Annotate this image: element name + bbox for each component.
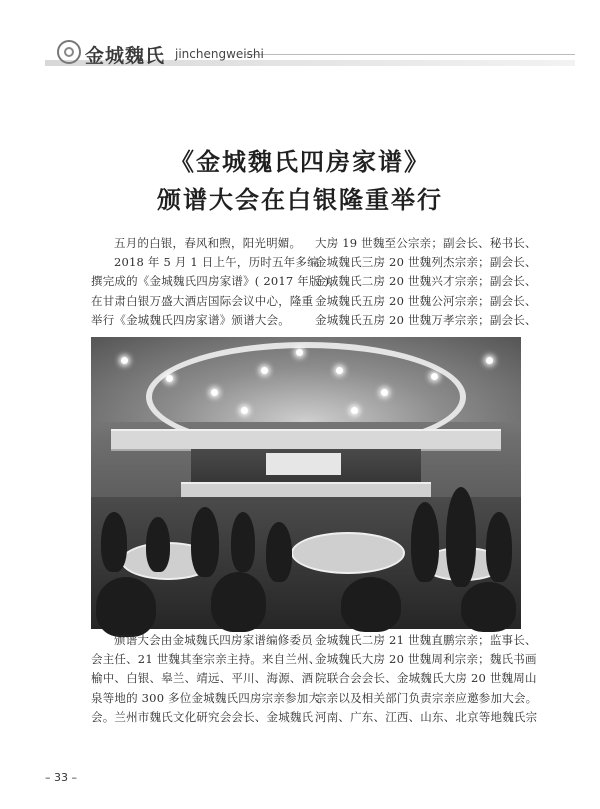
text-line: 金城魏氏三房 20 世魏列杰宗亲；副会长、 (315, 255, 537, 270)
ceiling-light (211, 389, 218, 396)
text-line: 院联合会会长、金城魏氏大房 20 世魏周山 (315, 671, 537, 686)
photo-person (266, 522, 292, 582)
paragraph-intro (91, 234, 341, 330)
ceiling-light (336, 367, 343, 374)
text-line: 金城魏氏大房 20 世魏周利宗亲；魏氏书画 (315, 652, 537, 667)
paragraph-guests-top (315, 234, 537, 330)
logo-seal-icon (57, 40, 81, 64)
text-line: 举行《金城魏氏四房家谱》颁谱大会。 (91, 312, 290, 327)
photo-person (191, 507, 219, 577)
ceiling-light (261, 367, 268, 374)
photo-person (411, 502, 439, 582)
text-line: 会主任、21 世魏其奎宗亲主持。来自兰州、 (91, 652, 321, 667)
text-line: 宗亲以及相关部门负责宗亲应邀参加大会。 (315, 690, 538, 705)
ceiling-light (241, 407, 248, 414)
photo-person (341, 577, 401, 632)
text-line: 榆中、白银、皋兰、靖远、平川、海源、酒 (91, 671, 314, 686)
header-title-cn: 金城魏氏 (85, 45, 166, 67)
event-photo (91, 337, 521, 629)
ceiling-light (431, 373, 438, 380)
text-line: 金城魏氏二房 21 世魏直鹏宗亲；监事长、 (315, 633, 537, 647)
text-line: 大房 19 世魏至公宗亲；副会长、秘书长、 (315, 236, 537, 250)
text-line: 金城魏氏二房 20 世魏兴才宗亲；副会长、 (315, 274, 537, 289)
text-line: 撰完成的《金城魏氏四房家谱》( 2017 年版 )， (91, 274, 341, 289)
text-line: 河南、广东、江西、山东、北京等地魏氏宗 (315, 709, 538, 724)
photo-screen (266, 453, 341, 475)
photo-person (211, 572, 266, 632)
header-rule (245, 54, 575, 55)
paragraph-host (91, 631, 321, 727)
ceiling-light (486, 357, 493, 364)
photo-person (446, 487, 476, 587)
ceiling-light (381, 389, 388, 396)
text-line: 2018 年 5 月 1 日上午，历时五年多编 (114, 255, 319, 270)
ceiling-light (166, 375, 173, 382)
title-line-2: 颁谱大会在白银隆重举行 (157, 185, 443, 214)
photo-person (486, 512, 512, 582)
text-line: 颁谱大会由金城魏氏四房家谱编修委员 (114, 633, 313, 647)
ceiling-light (351, 407, 358, 414)
running-header (45, 38, 575, 68)
photo-person (146, 517, 170, 572)
text-line: 在甘肃白银万盛大酒店国际会议中心，隆重 (91, 293, 314, 308)
text-line: 泉等地的 300 多位金城魏氏四房宗亲参加大 (91, 690, 321, 705)
photo-person (461, 582, 516, 632)
photo-person (231, 512, 255, 572)
photo-banner (111, 429, 501, 451)
photo-person (101, 512, 127, 572)
article-title (40, 143, 560, 219)
text-line: 金城魏氏五房 20 世魏万孝宗亲；副会长、 (315, 312, 537, 327)
title-line-1: 《金城魏氏四房家谱》 (170, 147, 430, 176)
header-title-en: jinchengweishi (175, 47, 264, 61)
text-line: 金城魏氏五房 20 世魏公河宗亲；副会长、 (315, 293, 537, 308)
ceiling-light (296, 349, 303, 356)
page-number: – 33 – (45, 771, 77, 784)
text-line: 五月的白银，春风和煦，阳光明媚。 (114, 236, 302, 250)
photo-round-table (291, 532, 405, 574)
text-line: 会。兰州市魏氏文化研究会会长、金城魏氏 (91, 709, 314, 724)
ceiling-light (121, 357, 128, 364)
paragraph-guests-bottom (315, 631, 538, 727)
photo-person (96, 577, 156, 637)
